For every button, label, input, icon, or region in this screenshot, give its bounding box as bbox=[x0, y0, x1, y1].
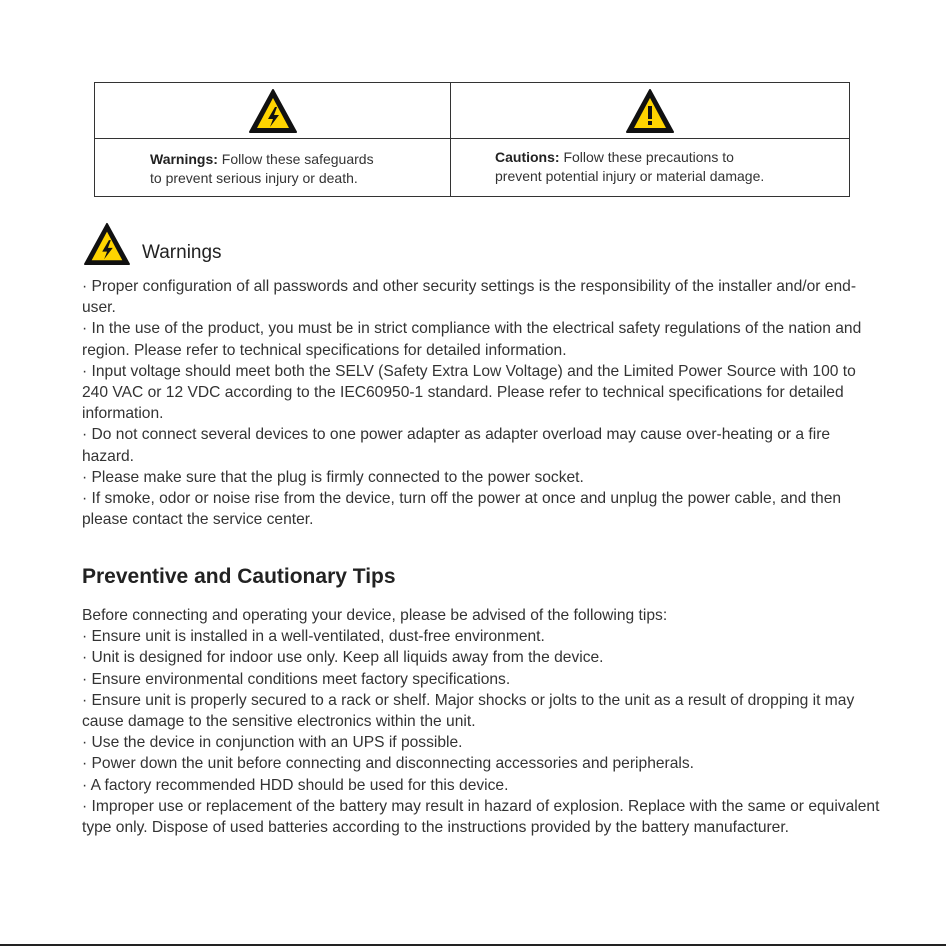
electric-hazard-icon bbox=[82, 222, 132, 266]
cautions-text-line-1: Follow these precautions to bbox=[559, 149, 734, 165]
warnings-item-5: · Please make sure that the plug is firmly connected to the power socket. bbox=[82, 468, 584, 486]
tips-item-8: · Improper use or replacement of the battery may result in hazard of explosion. Replace with the same or equivalent type only. Dispose of used batteries according to the instructions provided by the battery manufacturer. bbox=[82, 797, 880, 837]
warnings-list bbox=[82, 276, 882, 530]
tips-item-4: · Ensure unit is properly secured to a rack or shelf. Major shocks or jolts to the unit as a result of dropping it may cause damage to the sensitive electronics within the unit. bbox=[82, 691, 855, 731]
warnings-item-3: · Input voltage should meet both the SELV (Safety Extra Low Voltage) and the Limited Power Source with 100 to 240 VAC or 12 VDC according to the IEC60950-1 standard. Please refer to technical specifications for detailed information. bbox=[82, 362, 856, 423]
warnings-text-line-2: to prevent serious injury or death. bbox=[150, 170, 358, 186]
warnings-item-4: · Do not connect several devices to one power adapter as adapter overload may cause over-heating or a fire hazard. bbox=[82, 426, 831, 465]
tips-item-5: · Use the device in conjunction with an UPS if possible. bbox=[82, 734, 463, 752]
exclamation-hazard-icon bbox=[625, 88, 675, 134]
safety-symbol-table bbox=[94, 82, 850, 197]
warnings-text-line-1: Follow these safeguards bbox=[217, 151, 374, 167]
warnings-item-1: · Proper configuration of all passwords and other security settings is the responsibility of the installer and/or end-user. bbox=[82, 278, 857, 317]
warnings-description bbox=[95, 139, 451, 196]
cautions-text-line-2: prevent potential injury or material damage. bbox=[495, 168, 765, 184]
cautions-description bbox=[451, 139, 849, 196]
warnings-item-6: · If smoke, odor or noise rise from the device, turn off the power at once and unplug the power cable, and then please contact the service center. bbox=[82, 490, 842, 529]
warnings-header bbox=[82, 222, 222, 266]
tips-title: Preventive and Cautionary Tips bbox=[82, 565, 396, 588]
warnings-title: Warnings bbox=[142, 242, 222, 263]
tips-item-6: · Power down the unit before connecting and disconnecting accessories and peripherals. bbox=[82, 755, 694, 773]
warnings-label: Warnings: bbox=[150, 151, 218, 167]
tips-item-2: · Unit is designed for indoor use only. Keep all liquids away from the device. bbox=[82, 649, 604, 667]
tips-item-3: · Ensure environmental conditions meet factory specifications. bbox=[82, 670, 511, 688]
warning-symbol-cell bbox=[95, 83, 451, 139]
tips-item-7: · A factory recommended HDD should be used for this device. bbox=[82, 776, 509, 794]
caution-symbol-cell bbox=[451, 83, 849, 139]
tips-item-1: · Ensure unit is installed in a well-ventilated, dust-free environment. bbox=[82, 628, 545, 646]
warnings-item-2: · In the use of the product, you must be in strict compliance with the electrical safety regulations of the nation and region. Please refer to technical specifications for detailed information. bbox=[82, 320, 862, 359]
tips-intro: Before connecting and operating your device, please be advised of the following tips: bbox=[82, 607, 668, 624]
tips-list bbox=[82, 605, 882, 838]
cautions-label: Cautions: bbox=[495, 149, 560, 165]
electric-hazard-icon bbox=[248, 88, 298, 134]
